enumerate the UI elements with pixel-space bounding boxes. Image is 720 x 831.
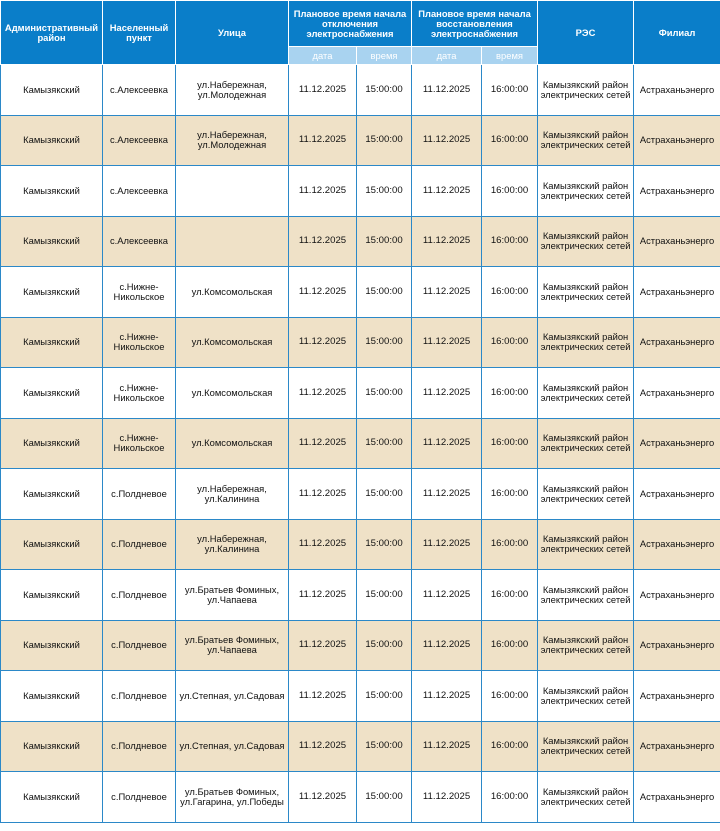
table-row: [1, 65, 720, 116]
cell-on-time: 16:00:00: [482, 418, 538, 469]
table-row: [1, 721, 720, 772]
cell-street: [176, 166, 289, 217]
cell-branch: Астраханьэнерго: [634, 620, 720, 671]
cell-settlement: с.Нижне-Никольское: [103, 317, 176, 368]
cell-on-date: 11.12.2025: [412, 166, 482, 217]
cell-branch: Астраханьэнерго: [634, 166, 720, 217]
cell-on-date: 11.12.2025: [412, 620, 482, 671]
cell-res: Камызякский район электрических сетей: [538, 570, 634, 621]
cell-settlement: с.Полдневое: [103, 519, 176, 570]
cell-on-date: 11.12.2025: [412, 115, 482, 166]
cell-on-time: 16:00:00: [482, 317, 538, 368]
cell-settlement: с.Полдневое: [103, 469, 176, 520]
table-row: [1, 519, 720, 570]
cell-on-time: 16:00:00: [482, 570, 538, 621]
cell-branch: Астраханьэнерго: [634, 418, 720, 469]
cell-branch: Астраханьэнерго: [634, 469, 720, 520]
cell-on-time: 16:00:00: [482, 216, 538, 267]
table-row: [1, 216, 720, 267]
cell-on-date: 11.12.2025: [412, 772, 482, 823]
cell-on-time: 16:00:00: [482, 620, 538, 671]
cell-off-time: 15:00:00: [357, 216, 412, 267]
cell-on-time: 16:00:00: [482, 772, 538, 823]
header-settlement: Населенный пункт: [103, 1, 176, 65]
cell-on-date: 11.12.2025: [412, 721, 482, 772]
table-row: [1, 620, 720, 671]
cell-street: ул.Набережная, ул.Калинина: [176, 519, 289, 570]
cell-res: Камызякский район электрических сетей: [538, 317, 634, 368]
header-street: Улица: [176, 1, 289, 65]
header-restore-start: Плановое время начала восстановления электроснабжения: [412, 1, 538, 47]
cell-street: ул.Братьев Фоминых, ул.Гагарина, ул.Победы: [176, 772, 289, 823]
cell-street: ул.Комсомольская: [176, 267, 289, 318]
cell-branch: Астраханьэнерго: [634, 671, 720, 722]
cell-off-time: 15:00:00: [357, 519, 412, 570]
cell-on-time: 16:00:00: [482, 519, 538, 570]
cell-settlement: с.Полдневое: [103, 671, 176, 722]
cell-street: ул.Братьев Фоминых, ул.Чапаева: [176, 570, 289, 621]
cell-street: ул.Братьев Фоминых, ул.Чапаева: [176, 620, 289, 671]
cell-off-time: 15:00:00: [357, 469, 412, 520]
cell-off-date: 11.12.2025: [289, 772, 357, 823]
subheader-on-date: дата: [412, 47, 482, 65]
cell-off-date: 11.12.2025: [289, 519, 357, 570]
table-row: [1, 418, 720, 469]
cell-off-date: 11.12.2025: [289, 317, 357, 368]
cell-street: ул.Набережная, ул.Калинина: [176, 469, 289, 520]
cell-on-time: 16:00:00: [482, 166, 538, 217]
cell-res: Камызякский район электрических сетей: [538, 65, 634, 116]
cell-off-time: 15:00:00: [357, 267, 412, 318]
cell-branch: Астраханьэнерго: [634, 570, 720, 621]
cell-on-time: 16:00:00: [482, 267, 538, 318]
cell-branch: Астраханьэнерго: [634, 772, 720, 823]
cell-street: ул.Набережная, ул.Молодежная: [176, 65, 289, 116]
cell-off-time: 15:00:00: [357, 570, 412, 621]
header-res: РЭС: [538, 1, 634, 65]
cell-district: Камызякский: [1, 317, 103, 368]
header-district: Административный район: [1, 1, 103, 65]
cell-branch: Астраханьэнерго: [634, 368, 720, 419]
cell-res: Камызякский район электрических сетей: [538, 115, 634, 166]
cell-res: Камызякский район электрических сетей: [538, 418, 634, 469]
cell-district: Камызякский: [1, 166, 103, 217]
cell-branch: Астраханьэнерго: [634, 721, 720, 772]
cell-on-date: 11.12.2025: [412, 216, 482, 267]
cell-res: Камызякский район электрических сетей: [538, 772, 634, 823]
cell-on-date: 11.12.2025: [412, 317, 482, 368]
cell-off-date: 11.12.2025: [289, 368, 357, 419]
cell-res: Камызякский район электрических сетей: [538, 469, 634, 520]
cell-street: ул.Степная, ул.Садовая: [176, 721, 289, 772]
table-row: [1, 368, 720, 419]
cell-branch: Астраханьэнерго: [634, 216, 720, 267]
cell-district: Камызякский: [1, 570, 103, 621]
cell-settlement: с.Нижне-Никольское: [103, 267, 176, 318]
cell-off-time: 15:00:00: [357, 772, 412, 823]
cell-settlement: с.Алексеевка: [103, 65, 176, 116]
cell-settlement: с.Полдневое: [103, 721, 176, 772]
cell-district: Камызякский: [1, 418, 103, 469]
cell-on-date: 11.12.2025: [412, 671, 482, 722]
cell-off-time: 15:00:00: [357, 671, 412, 722]
cell-district: Камызякский: [1, 519, 103, 570]
cell-on-date: 11.12.2025: [412, 368, 482, 419]
cell-street: ул.Набережная, ул.Молодежная: [176, 115, 289, 166]
cell-off-date: 11.12.2025: [289, 469, 357, 520]
cell-off-time: 15:00:00: [357, 620, 412, 671]
cell-street: ул.Комсомольская: [176, 418, 289, 469]
cell-res: Камызякский район электрических сетей: [538, 368, 634, 419]
cell-off-date: 11.12.2025: [289, 721, 357, 772]
subheader-off-time: время: [357, 47, 412, 65]
cell-district: Камызякский: [1, 368, 103, 419]
cell-district: Камызякский: [1, 115, 103, 166]
cell-off-time: 15:00:00: [357, 115, 412, 166]
cell-district: Камызякский: [1, 620, 103, 671]
cell-res: Камызякский район электрических сетей: [538, 620, 634, 671]
cell-district: Камызякский: [1, 671, 103, 722]
table-row: [1, 267, 720, 318]
cell-off-date: 11.12.2025: [289, 166, 357, 217]
header-branch: Филиал: [634, 1, 720, 65]
cell-settlement: с.Алексеевка: [103, 115, 176, 166]
cell-settlement: с.Нижне-Никольское: [103, 418, 176, 469]
cell-on-date: 11.12.2025: [412, 519, 482, 570]
cell-off-date: 11.12.2025: [289, 267, 357, 318]
cell-res: Камызякский район электрических сетей: [538, 216, 634, 267]
cell-res: Камызякский район электрических сетей: [538, 267, 634, 318]
table-header-row: [1, 1, 720, 47]
cell-off-date: 11.12.2025: [289, 671, 357, 722]
cell-on-date: 11.12.2025: [412, 570, 482, 621]
table-row: [1, 469, 720, 520]
cell-on-time: 16:00:00: [482, 721, 538, 772]
cell-district: Камызякский: [1, 772, 103, 823]
cell-district: Камызякский: [1, 267, 103, 318]
table-row: [1, 166, 720, 217]
cell-on-time: 16:00:00: [482, 469, 538, 520]
cell-on-time: 16:00:00: [482, 65, 538, 116]
cell-street: ул.Степная, ул.Садовая: [176, 671, 289, 722]
subheader-on-time: время: [482, 47, 538, 65]
cell-settlement: с.Алексеевка: [103, 216, 176, 267]
cell-district: Камызякский: [1, 216, 103, 267]
cell-off-date: 11.12.2025: [289, 216, 357, 267]
cell-branch: Астраханьэнерго: [634, 519, 720, 570]
cell-off-date: 11.12.2025: [289, 570, 357, 621]
cell-on-date: 11.12.2025: [412, 267, 482, 318]
subheader-off-date: дата: [289, 47, 357, 65]
cell-settlement: с.Нижне-Никольское: [103, 368, 176, 419]
cell-district: Камызякский: [1, 65, 103, 116]
cell-res: Камызякский район электрических сетей: [538, 671, 634, 722]
cell-branch: Астраханьэнерго: [634, 115, 720, 166]
cell-off-date: 11.12.2025: [289, 65, 357, 116]
cell-settlement: с.Полдневое: [103, 570, 176, 621]
cell-street: [176, 216, 289, 267]
cell-on-date: 11.12.2025: [412, 65, 482, 116]
cell-settlement: с.Полдневое: [103, 772, 176, 823]
cell-branch: Астраханьэнерго: [634, 267, 720, 318]
cell-res: Камызякский район электрических сетей: [538, 166, 634, 217]
cell-settlement: с.Полдневое: [103, 620, 176, 671]
cell-res: Камызякский район электрических сетей: [538, 721, 634, 772]
cell-on-time: 16:00:00: [482, 671, 538, 722]
cell-off-date: 11.12.2025: [289, 418, 357, 469]
header-off-start: Плановое время начала отключения электроснабжения: [289, 1, 412, 47]
table-row: [1, 115, 720, 166]
cell-settlement: с.Алексеевка: [103, 166, 176, 217]
cell-off-date: 11.12.2025: [289, 620, 357, 671]
cell-street: ул.Комсомольская: [176, 317, 289, 368]
cell-on-time: 16:00:00: [482, 115, 538, 166]
cell-district: Камызякский: [1, 721, 103, 772]
cell-off-time: 15:00:00: [357, 721, 412, 772]
cell-on-time: 16:00:00: [482, 368, 538, 419]
cell-off-date: 11.12.2025: [289, 115, 357, 166]
cell-off-time: 15:00:00: [357, 65, 412, 116]
cell-branch: Астраханьэнерго: [634, 317, 720, 368]
cell-district: Камызякский: [1, 469, 103, 520]
cell-off-time: 15:00:00: [357, 368, 412, 419]
cell-off-time: 15:00:00: [357, 166, 412, 217]
table-row: [1, 570, 720, 621]
cell-off-time: 15:00:00: [357, 418, 412, 469]
table-row: [1, 317, 720, 368]
cell-on-date: 11.12.2025: [412, 418, 482, 469]
cell-branch: Астраханьэнерго: [634, 65, 720, 116]
cell-res: Камызякский район электрических сетей: [538, 519, 634, 570]
cell-street: ул.Комсомольская: [176, 368, 289, 419]
cell-on-date: 11.12.2025: [412, 469, 482, 520]
cell-off-time: 15:00:00: [357, 317, 412, 368]
table-row: [1, 772, 720, 823]
table-body: [1, 65, 720, 823]
table-row: [1, 671, 720, 722]
